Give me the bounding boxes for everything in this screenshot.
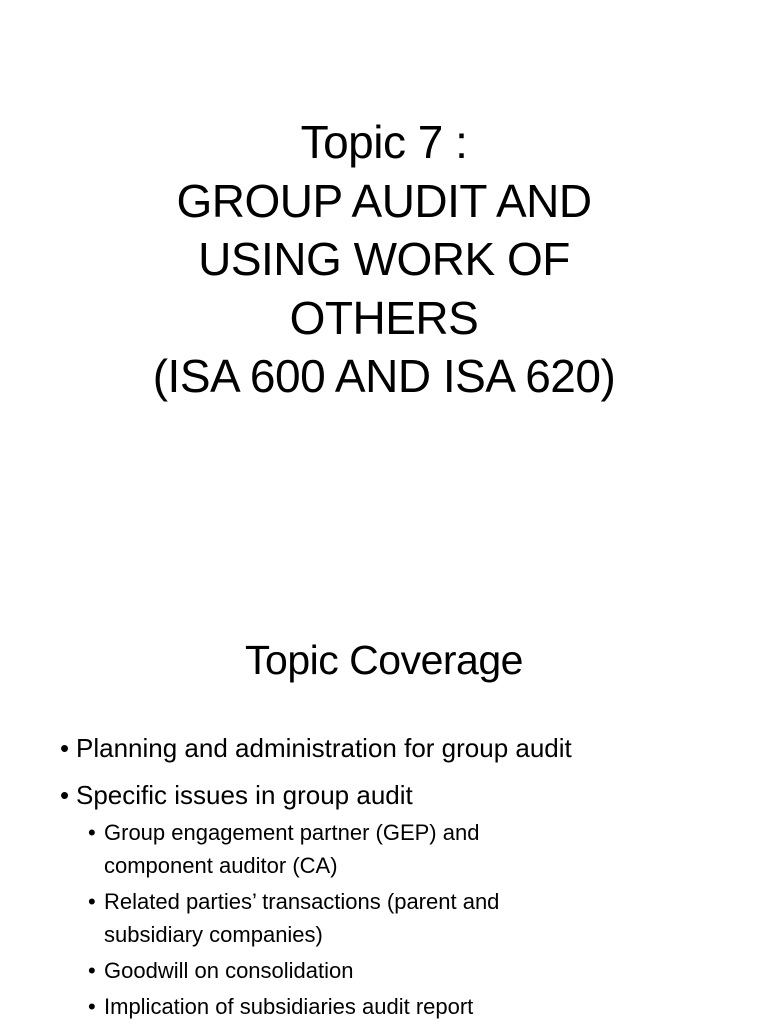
bullet-icon: •: [60, 733, 70, 763]
title-line-isa: (ISA 600 AND ISA 620): [152, 350, 616, 402]
sub-bullet-item-gep: [88, 816, 768, 882]
sub-bullet-text: Goodwill on consolidation: [104, 958, 354, 983]
bullet-text: Specific issues in group audit: [76, 780, 413, 810]
sub-bullet-text: Implication of subsidiaries audit report: [104, 994, 474, 1019]
title-line-topic: Topic 7 :: [300, 116, 468, 168]
sub-bullet-icon: •: [88, 820, 96, 845]
bullet-item-planning: [60, 732, 760, 764]
title-line-others: OTHERS: [289, 291, 479, 344]
sub-bullet-icon: •: [88, 889, 96, 914]
sub-bullet-icon: •: [88, 958, 96, 983]
sub-bullet-list: [88, 816, 768, 1023]
sub-bullet-text: Related parties’ transactions (parent and subsidiary companies): [104, 889, 500, 947]
bullet-list: [60, 732, 760, 1024]
bullet-item-specific-issues: [60, 779, 760, 811]
sub-bullet-icon: •: [88, 994, 96, 1019]
slide-title: [0, 113, 768, 406]
sub-bullet-group: [60, 816, 760, 1023]
coverage-heading: Topic Coverage: [245, 637, 523, 683]
sub-bullet-item-goodwill: [88, 954, 768, 987]
coverage-slide: [0, 512, 768, 1024]
bullet-icon: •: [60, 780, 70, 810]
sub-bullet-text: Group engagement partner (GEP) and component auditor (CA): [104, 820, 480, 878]
title-line-group-audit: GROUP AUDIT AND: [176, 174, 592, 227]
title-line-using-work: USING WORK OF: [198, 233, 570, 285]
sub-bullet-item-related-parties: [88, 885, 768, 951]
bullet-text: Planning and administration for group audit: [76, 733, 572, 763]
sub-bullet-item-implication: [88, 990, 768, 1023]
